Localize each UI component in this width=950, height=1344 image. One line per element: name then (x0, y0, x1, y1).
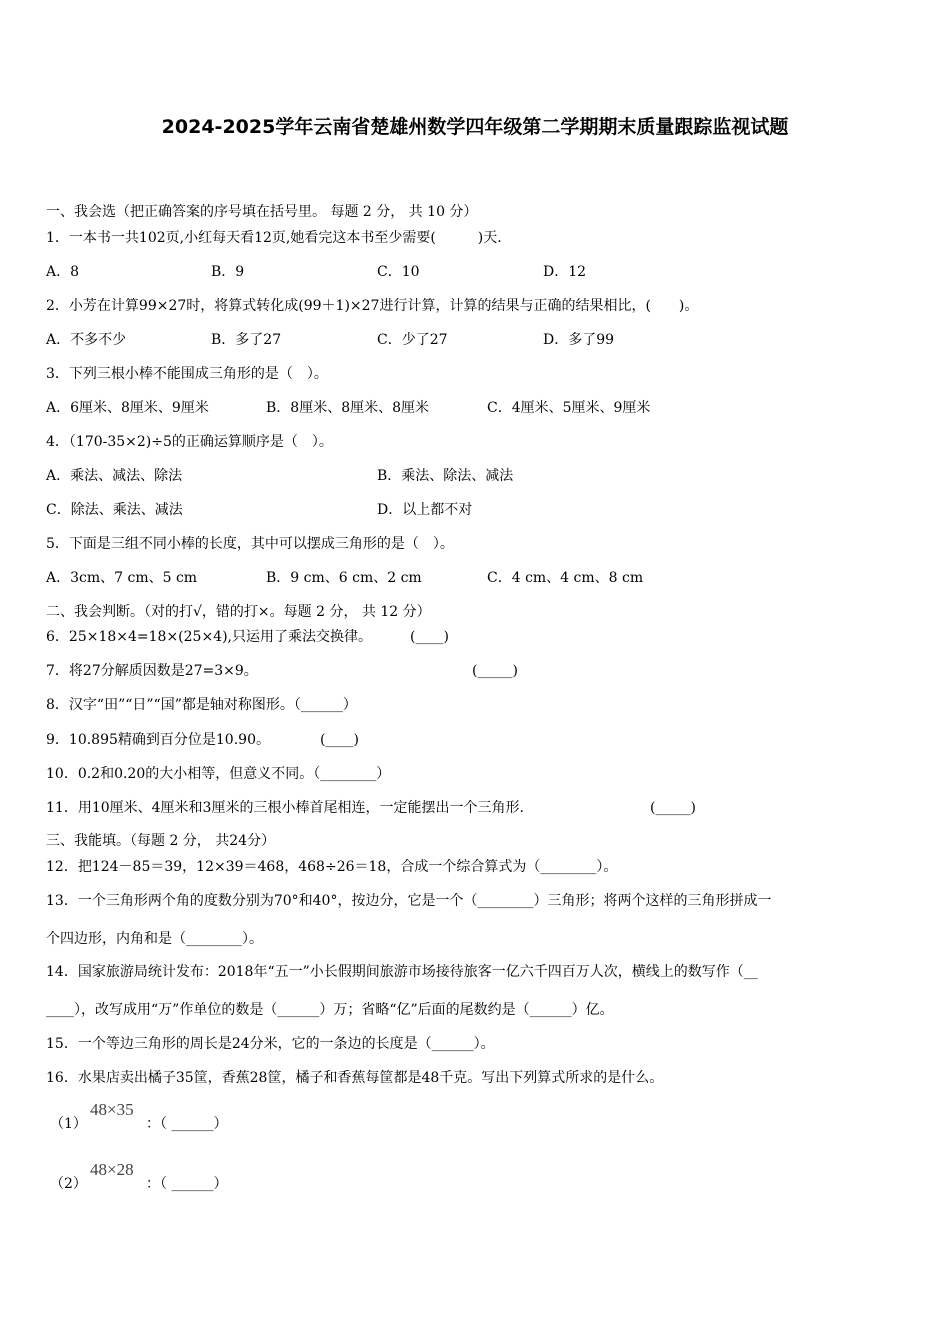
section-heading-1: 一、我会选（把正确答案的序号填在括号里。 每题 2 分， 共 10 分） (46, 204, 478, 220)
question-3: 3．下列三根小棒不能围成三角形的是（ ）。 (46, 366, 328, 382)
q1-option-b: B．9 (211, 264, 245, 280)
question-12: 12．把124－85＝39，12×39＝468，468÷26＝18，合成一个综合算式为（________）。 (46, 859, 618, 875)
q4-option-a: A．乘法、减法、除法 (46, 468, 183, 484)
question-2: 2．小芳在计算99×27时，将算式转化成(99＋1)×27进行计算，计算的结果与正确的结果相比，( )。 (46, 298, 699, 314)
question-6: 6．25×18×4=18×(25×4),只运用了乘法交换律。 (46, 629, 373, 645)
q7-answer-blank: (_____) (472, 663, 518, 679)
section-heading-3: 三、我能填。（每题 2 分， 共24分） (46, 833, 276, 849)
q1-option-a: A．8 (46, 264, 80, 280)
q3-option-b: B．8厘米、8厘米、8厘米 (266, 400, 430, 416)
question-1: 1．一本书一共102页,小红每天看12页,她看完这本书至少需要( )天. (46, 230, 502, 246)
question-13-line-2: 个四边形，内角和是（________）。 (46, 931, 263, 947)
q16-sub1-answer: ：（ ______） (146, 1116, 228, 1132)
question-7: 7．将27分解质因数是27=3×9。 (46, 663, 258, 679)
q16-sub2-answer: ：（ ______） (146, 1176, 228, 1192)
question-10: 10．0.2和0.20的大小相等，但意义不同。（________） (46, 766, 391, 782)
q2-option-b: B．多了27 (211, 332, 282, 348)
q16-sub1-expression: 48×35 (90, 1100, 134, 1119)
q5-option-a: A．3cm、7 cm、5 cm (46, 570, 198, 586)
question-15: 15．一个等边三角形的周长是24分米，它的一条边的长度是（______）。 (46, 1036, 495, 1052)
question-14-line-2: ____），改写成用“万”作单位的数是（______）万；省略“亿”后面的尾数约是（______）亿。 (46, 1002, 614, 1018)
q1-option-c: C．10 (377, 264, 420, 280)
page-title: 2024-2025学年云南省楚雄州数学四年级第二学期期末质量跟踪监视试题 (161, 116, 789, 138)
question-4: 4．（170-35×2)÷5的正确运算顺序是（ ）。 (46, 434, 333, 450)
q3-option-a: A．6厘米、8厘米、9厘米 (46, 400, 209, 416)
q1-option-d: D．12 (543, 264, 587, 280)
q16-sub2-label: （2） (50, 1176, 87, 1192)
q11-answer-blank: (_____) (650, 800, 696, 816)
q2-option-a: A．不多不少 (46, 332, 127, 348)
q16-sub2-expression: 48×28 (90, 1160, 134, 1179)
q5-option-b: B．9 cm、6 cm、2 cm (266, 570, 422, 586)
question-8: 8．汉字“田”“日”“国”都是轴对称图形。（______） (46, 697, 357, 713)
q4-option-d: D．以上都不对 (377, 502, 473, 518)
q5-option-c: C．4 cm、4 cm、8 cm (487, 570, 644, 586)
q6-answer-blank: (____) (410, 629, 449, 645)
q4-option-b: B．乘法、除法、减法 (377, 468, 514, 484)
q9-answer-blank: (____) (320, 732, 359, 748)
question-14-line-1: 14．国家旅游局统计发布：2018年“五一”小长假期间旅游市场接待旅客一亿六千四百万人次，横线上的数写作（__ (46, 964, 758, 980)
question-11: 11．用10厘米、4厘米和3厘米的三根小棒首尾相连，一定能摆出一个三角形. (46, 800, 524, 816)
q4-option-c: C．除法、乘法、减法 (46, 502, 183, 518)
q3-option-c: C．4厘米、5厘米、9厘米 (487, 400, 651, 416)
q16-sub1-label: （1） (50, 1116, 87, 1132)
section-heading-2: 二、我会判断。（对的打√，错的打×。每题 2 分， 共 12 分） (46, 604, 431, 620)
question-16: 16．水果店卖出橘子35筐，香蕉28筐，橘子和香蕉每筐都是48千克。写出下列算式所求的是什么。 (46, 1070, 664, 1086)
question-9: 9．10.895精确到百分位是10.90。 (46, 732, 270, 748)
q2-option-d: D．多了99 (543, 332, 615, 348)
question-13-line-1: 13．一个三角形两个角的度数分别为70°和40°，按边分，它是一个（________）三角形；将两个这样的三角形拼成一 (46, 893, 772, 909)
q2-option-c: C．少了27 (377, 332, 448, 348)
question-5: 5．下面是三组不同小棒的长度，其中可以摆成三角形的是（ ）。 (46, 536, 454, 552)
